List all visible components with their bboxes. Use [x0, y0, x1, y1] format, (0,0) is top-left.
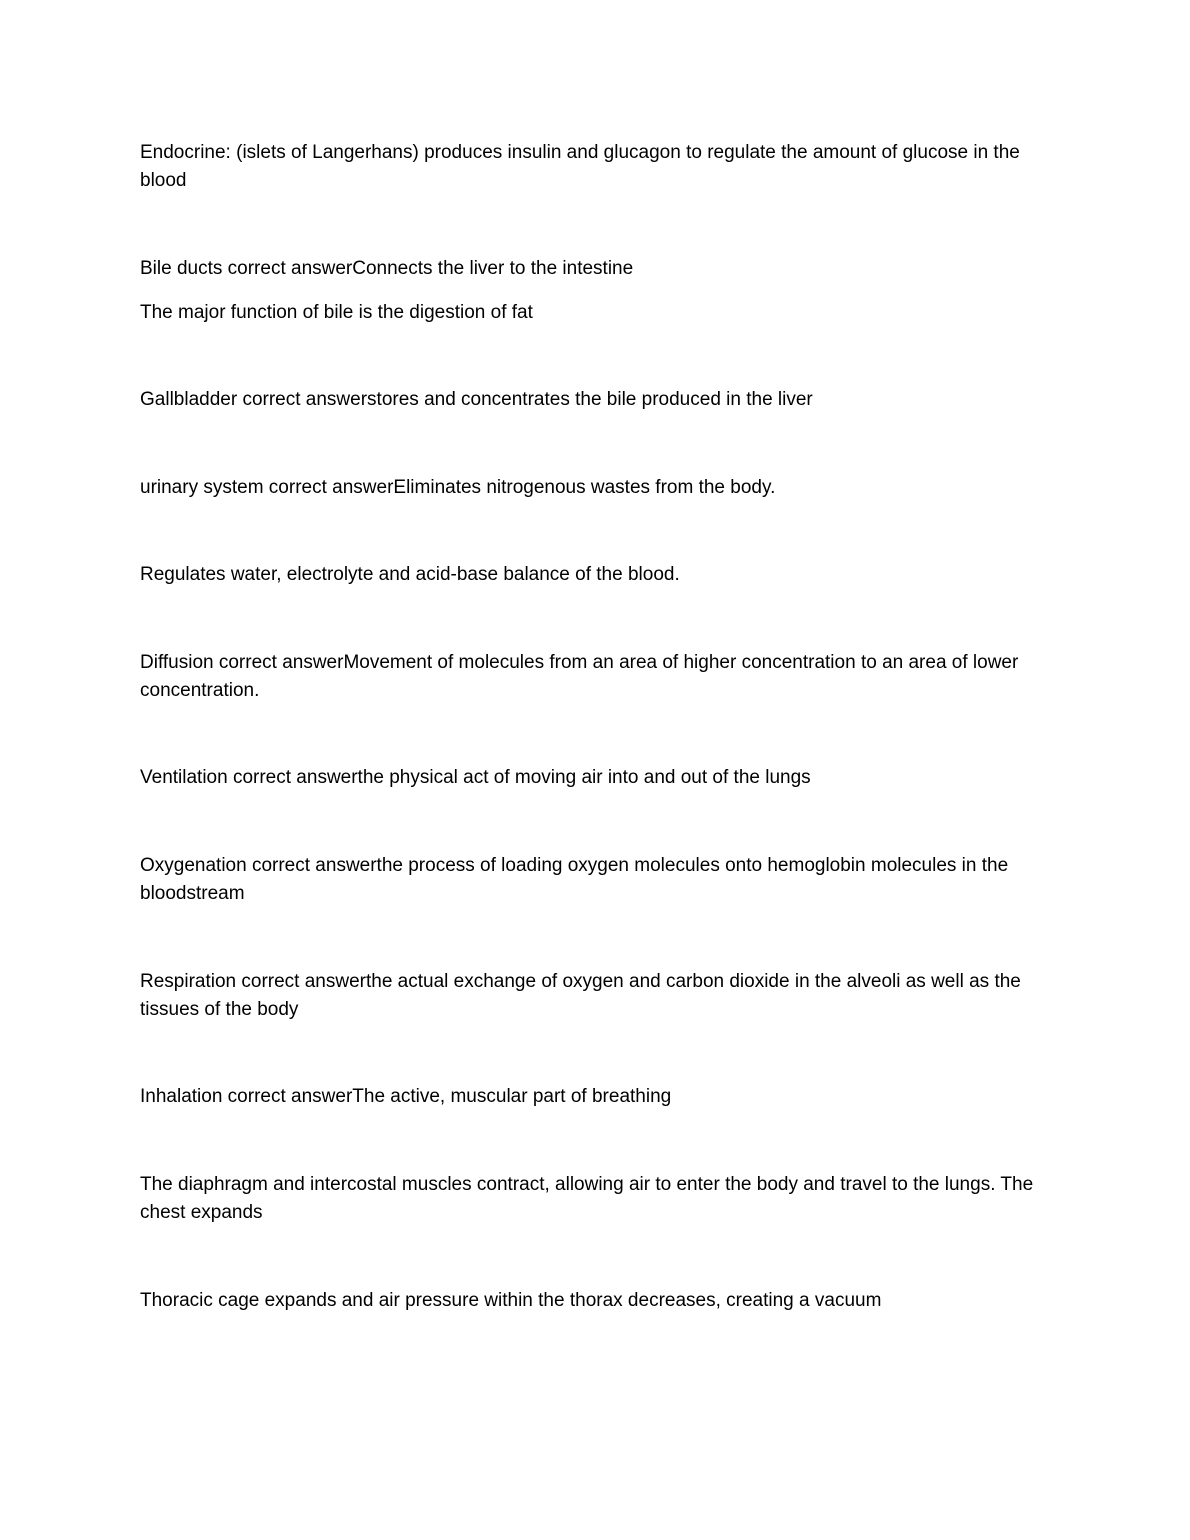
- paragraph-respiration: Respiration correct answerthe actual exchange of oxygen and carbon dioxide in the alveoli as well as the tissues of the body: [140, 971, 1021, 1020]
- paragraph-bile-function: The major function of bile is the digestion of fat: [140, 302, 533, 323]
- paragraph-ventilation: Ventilation correct answerthe physical act of moving air into and out of the lungs: [140, 767, 811, 788]
- paragraph-endocrine: Endocrine: (islets of Langerhans) produces insulin and glucagon to regulate the amount of glucose in the blood: [140, 142, 1020, 191]
- paragraph-inhalation: Inhalation correct answerThe active, muscular part of breathing: [140, 1086, 672, 1107]
- paragraph-thoracic-cage: Thoracic cage expands and air pressure within the thorax decreases, creating a vacuum: [140, 1290, 882, 1311]
- paragraph-urinary-system: urinary system correct answerEliminates nitrogenous wastes from the body.: [140, 477, 776, 498]
- paragraph-oxygenation: Oxygenation correct answerthe process of loading oxygen molecules onto hemoglobin molecules in the bloodstream: [140, 855, 1009, 904]
- paragraph-diaphragm: The diaphragm and intercostal muscles contract, allowing air to enter the body and travel to the lungs. The chest expands: [140, 1174, 1034, 1223]
- paragraph-regulates-water: Regulates water, electrolyte and acid-base balance of the blood.: [140, 564, 680, 585]
- paragraph-bile-ducts: Bile ducts correct answerConnects the liver to the intestine: [140, 258, 634, 279]
- paragraph-gallbladder: Gallbladder correct answerstores and concentrates the bile produced in the liver: [140, 389, 813, 410]
- paragraph-diffusion: Diffusion correct answerMovement of molecules from an area of higher concentration to an area of lower concentration.: [140, 652, 1019, 701]
